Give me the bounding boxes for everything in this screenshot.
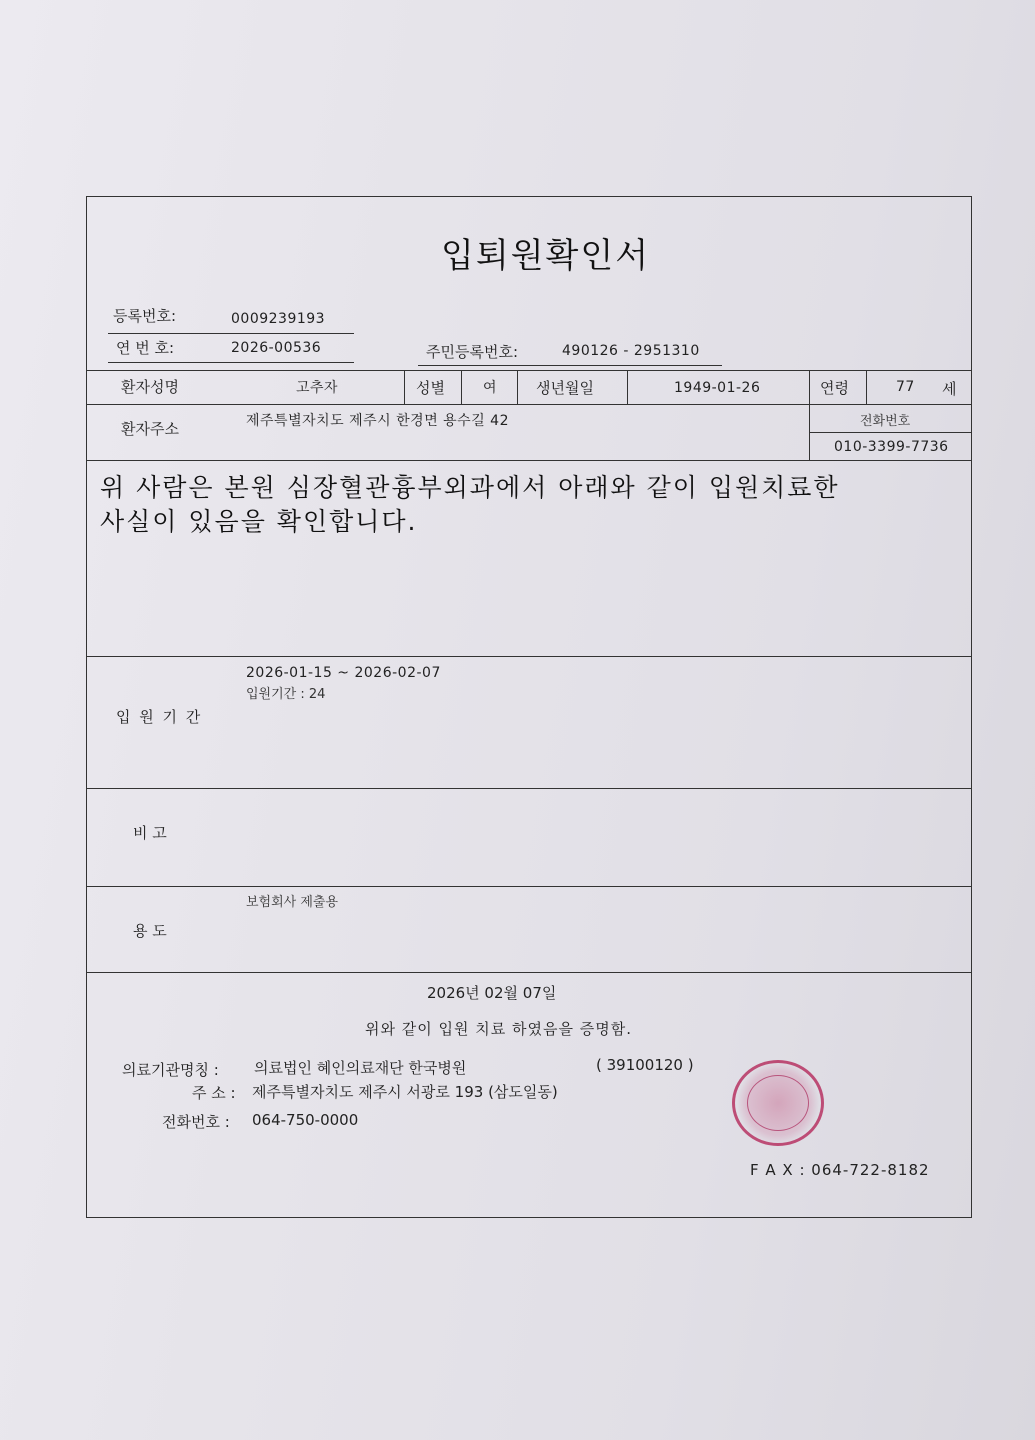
- patient-name-label: 환자성명: [121, 378, 179, 396]
- divider: [108, 362, 354, 363]
- resident-id-label: 주민등록번호:: [426, 343, 518, 361]
- fax-number: F A X : 064-722-8182: [750, 1161, 930, 1179]
- birth-label: 생년월일: [536, 379, 594, 397]
- table-border: [809, 432, 972, 433]
- sex-value: 여: [483, 380, 498, 396]
- divider: [108, 333, 354, 334]
- table-border: [86, 370, 972, 371]
- age-label: 연령: [820, 379, 849, 397]
- document-frame: [86, 196, 972, 1218]
- remarks-label: 비 고: [133, 824, 167, 842]
- registration-label: 등록번호:: [113, 307, 177, 325]
- address-label: 환자주소: [121, 420, 179, 438]
- serial-value: 2026-00536: [231, 340, 322, 356]
- age-unit: 세: [942, 380, 957, 398]
- table-border: [86, 404, 972, 405]
- table-border: [517, 370, 518, 404]
- document-title: 입퇴원확인서: [441, 236, 651, 276]
- phone-value: 010-3399-7736: [834, 439, 949, 455]
- institution-label: 의료기관명칭 :: [122, 1061, 219, 1079]
- table-border: [461, 370, 462, 404]
- table-border: [86, 460, 972, 461]
- admission-label: 입 원 기 간: [116, 708, 203, 726]
- registration-value: 0009239193: [231, 311, 326, 327]
- birth-value: 1949-01-26: [674, 380, 761, 396]
- table-border: [86, 788, 972, 789]
- issue-date: 2026년 02월 07일: [427, 984, 557, 1002]
- patient-name: 고추자: [296, 380, 339, 396]
- serial-label: 연 번 호:: [116, 339, 175, 357]
- divider: [418, 365, 722, 366]
- purpose-label: 용 도: [133, 922, 167, 940]
- statement-line-2: 사실이 있음을 확인합니다.: [100, 507, 418, 536]
- hospital-seal-stamp: [732, 1060, 824, 1146]
- seal-inner-ring: [747, 1075, 809, 1131]
- table-border: [809, 370, 810, 460]
- phone-label: 전화번호: [860, 414, 911, 429]
- institution-address: 제주특별자치도 제주시 서광로 193 (삼도일동): [252, 1083, 558, 1101]
- table-border: [866, 370, 867, 404]
- admission-range: 2026-01-15 ~ 2026-02-07: [246, 665, 441, 681]
- purpose-value: 보험회사 제출용: [246, 895, 339, 910]
- table-border: [86, 972, 972, 973]
- age-value: 77: [896, 379, 915, 395]
- address-value: 제주특별자치도 제주시 한경면 용수길 42: [246, 413, 509, 429]
- sex-label: 성별: [416, 379, 445, 397]
- resident-id-value: 490126 - 2951310: [562, 343, 700, 359]
- table-border: [86, 886, 972, 887]
- institution-address-label: 주 소 :: [192, 1084, 236, 1102]
- institution-name: 의료법인 혜인의료재단 한국병원: [254, 1059, 467, 1077]
- statement-line-1: 위 사람은 본원 심장혈관흉부외과에서 아래와 같이 입원치료한: [100, 473, 840, 502]
- admission-days: 입원기간 : 24: [246, 687, 326, 702]
- certify-text: 위와 같이 입원 치료 하였음을 증명함.: [365, 1020, 632, 1038]
- institution-phone: 064-750-0000: [252, 1111, 359, 1129]
- institution-phone-label: 전화번호 :: [162, 1113, 230, 1131]
- institution-code: ( 39100120 ): [596, 1056, 694, 1074]
- table-border: [627, 370, 628, 404]
- table-border: [404, 370, 405, 404]
- table-border: [86, 656, 972, 657]
